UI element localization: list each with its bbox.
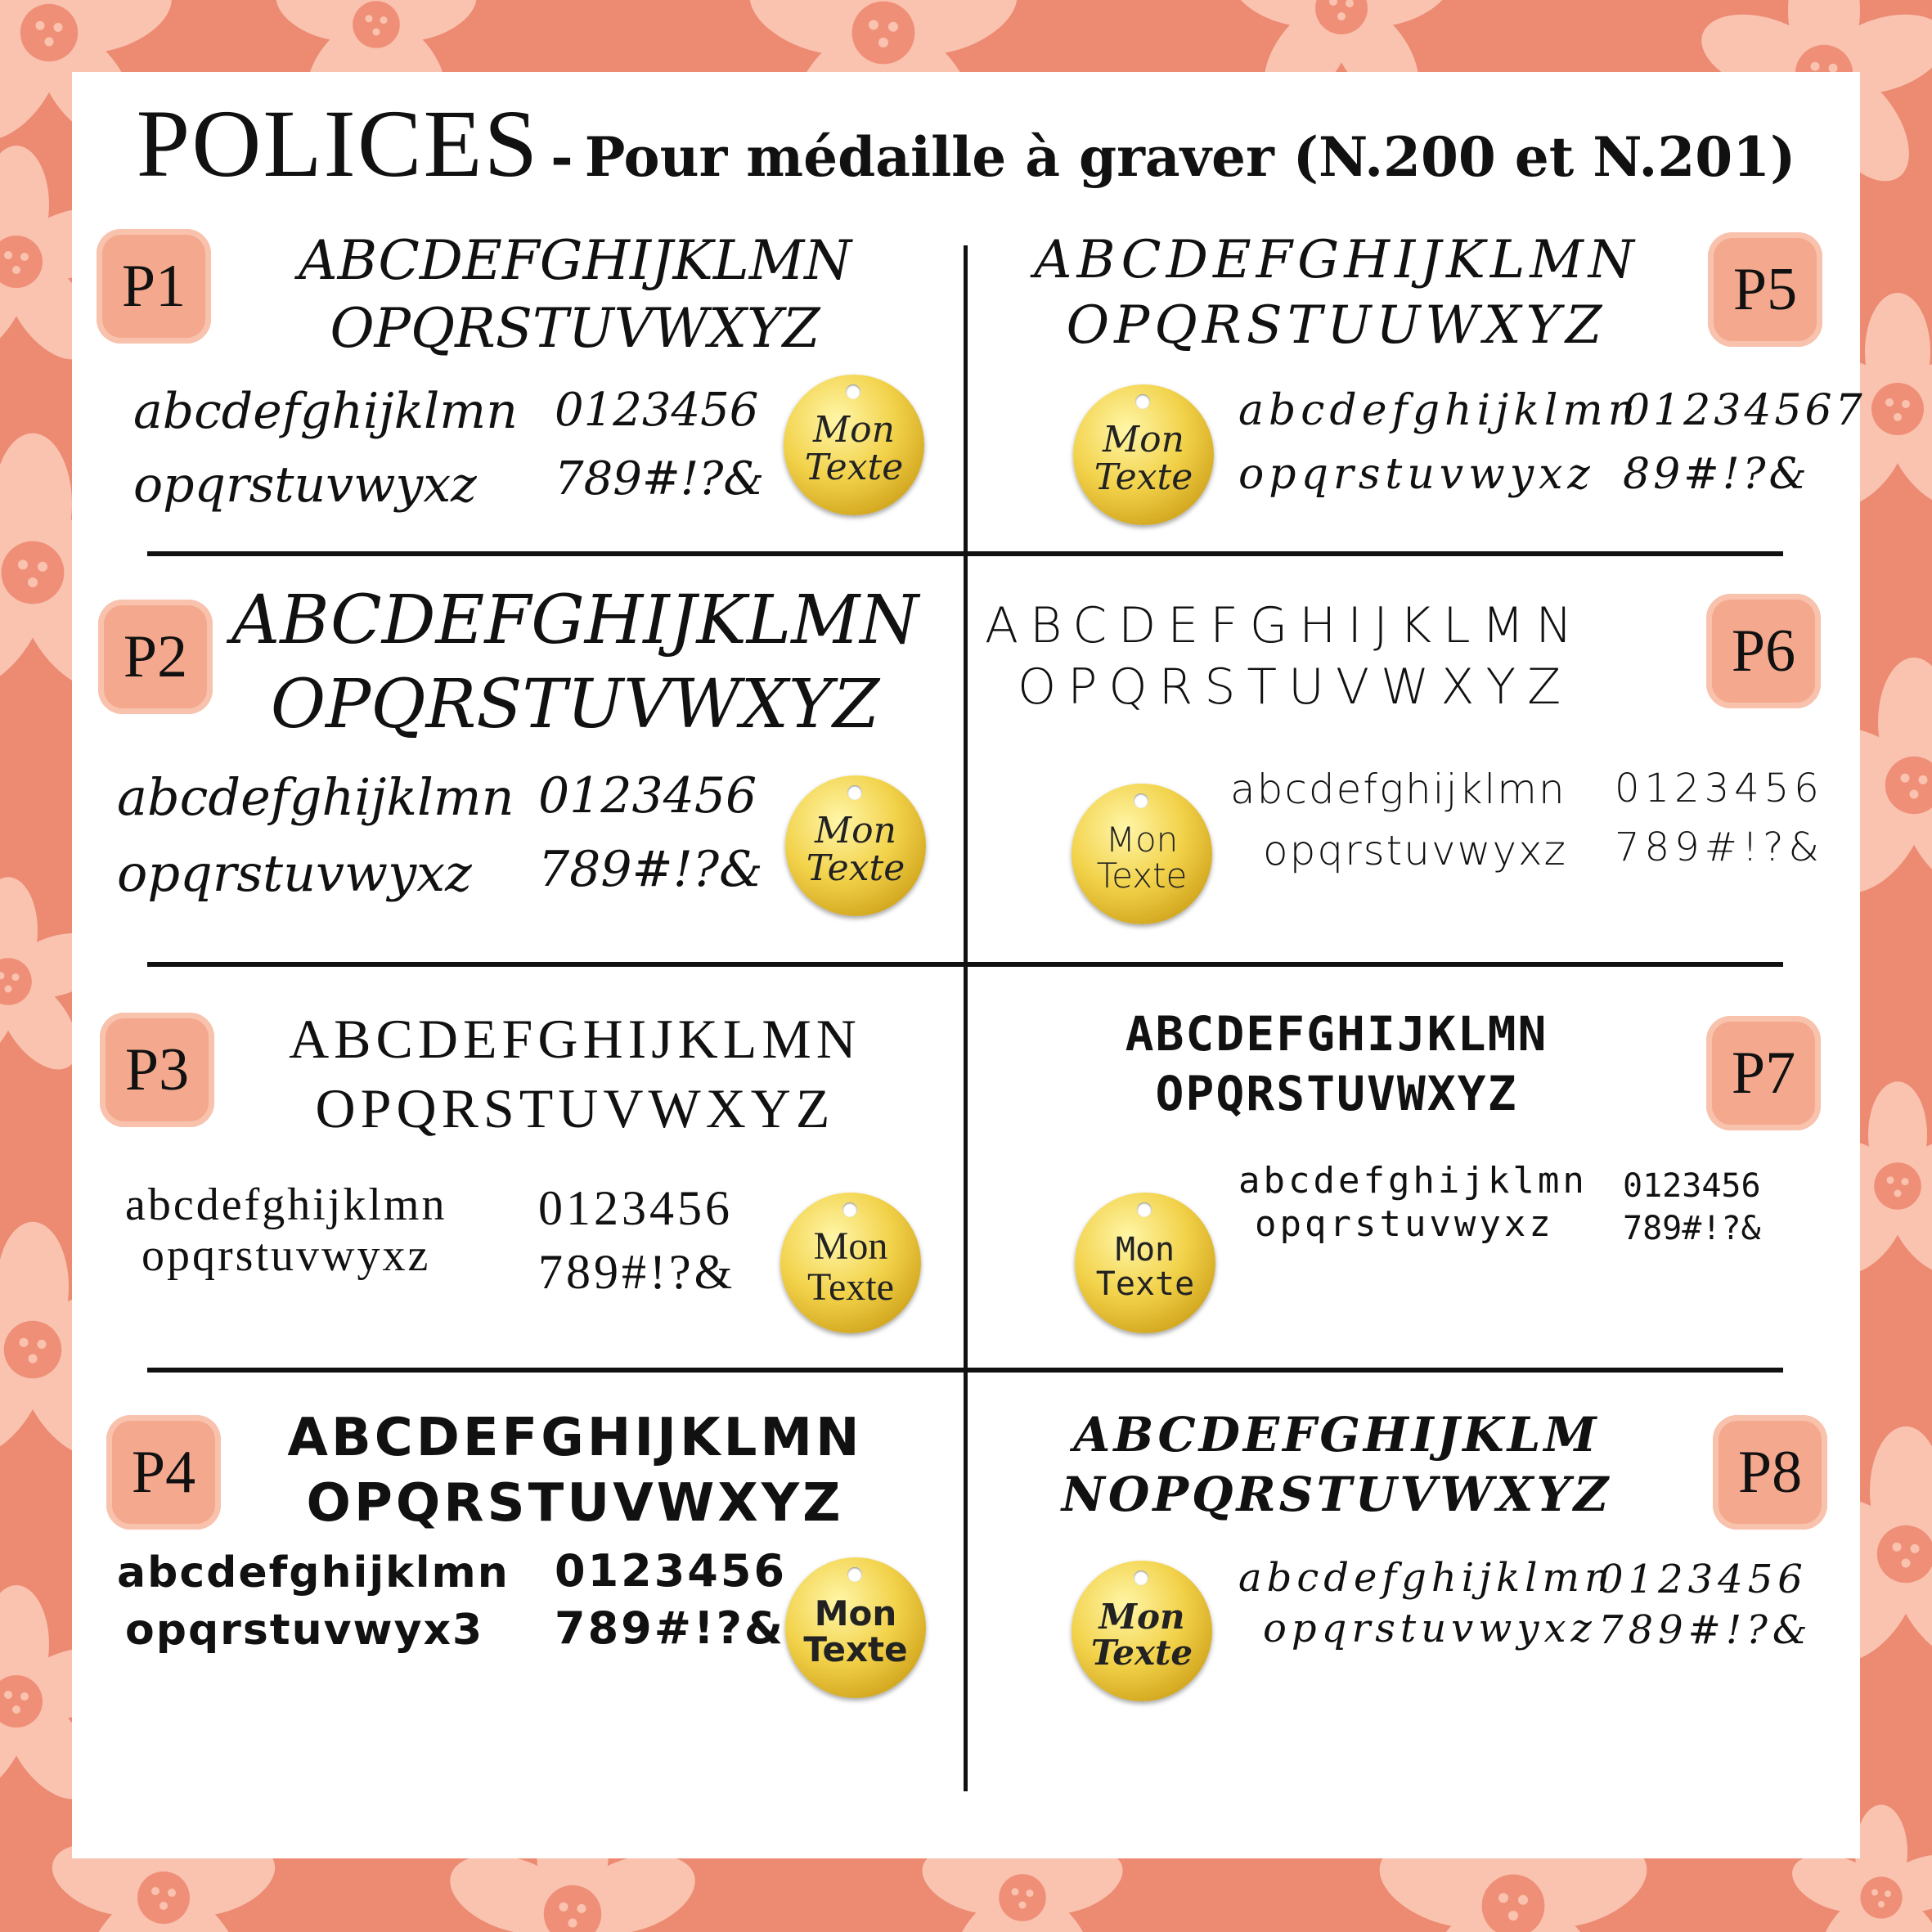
gold-medal-preview bbox=[780, 1193, 921, 1333]
font-id-badge: P7 bbox=[1706, 1016, 1821, 1130]
medal-text-line-1: Mon bbox=[1099, 1596, 1185, 1637]
font-id-badge: P3 bbox=[100, 1013, 214, 1127]
lowercase-line-1: abcdefghijklmn bbox=[125, 1179, 447, 1230]
medal-hole bbox=[846, 384, 860, 399]
medal-text-line-1: Mon bbox=[1105, 819, 1179, 860]
digits-line-2: 789#!?& bbox=[538, 1245, 736, 1299]
lowercase-line-1: abcdefghijklmn bbox=[1230, 766, 1566, 813]
gold-medal-preview bbox=[1072, 1561, 1212, 1701]
medal-text-line-2: Texte bbox=[1096, 856, 1188, 896]
uppercase-line-2: OPQRSTUVWXYZ bbox=[306, 1473, 844, 1534]
lowercase-line-1: abcdefghijklmn bbox=[117, 1548, 510, 1597]
medal-text-line-2: Texte bbox=[804, 447, 904, 488]
gold-medal-preview bbox=[1072, 784, 1212, 924]
medal-text-line-2: Texte bbox=[1095, 1265, 1195, 1303]
uppercase-line-1: ABCDEFGHIJKLMN bbox=[287, 1408, 863, 1468]
font-sample-p8 bbox=[968, 1405, 1860, 1790]
uppercase-line-1: ABCDEFGHIJKLMN bbox=[289, 1008, 861, 1070]
lowercase-line-2: opqrstuvwyxz bbox=[142, 1229, 431, 1281]
lowercase-line-2: opqrstuvwyxz bbox=[1238, 450, 1595, 499]
medal-hole bbox=[1134, 793, 1148, 808]
uppercase-line-2: NOPQRSTUVWXYZ bbox=[1061, 1466, 1612, 1522]
digits-line-2: 789#!?& bbox=[1598, 1607, 1813, 1654]
title-separator: - bbox=[550, 125, 573, 189]
lowercase-line-1: abcdefghijklmn bbox=[1238, 1160, 1588, 1202]
gold-medal-preview bbox=[785, 1557, 926, 1698]
font-id-badge: P8 bbox=[1713, 1415, 1827, 1530]
font-sample-p3 bbox=[72, 1004, 964, 1364]
gold-medal-preview bbox=[785, 775, 926, 916]
lowercase-line-2: opqrstuvwyxz bbox=[1263, 827, 1567, 874]
medal-hole bbox=[1137, 1202, 1152, 1217]
horizontal-divider-3 bbox=[147, 1368, 1783, 1373]
medal-hole bbox=[847, 1567, 862, 1582]
medal-text-line-1: Mon bbox=[815, 809, 896, 851]
digits-line-2: 789#!?& bbox=[555, 452, 765, 505]
digits-line-1: 0123456 bbox=[1623, 1167, 1761, 1205]
font-sample-p1 bbox=[72, 227, 964, 555]
font-id-badge: P1 bbox=[97, 229, 211, 344]
font-sample-p2 bbox=[72, 579, 964, 964]
page-title bbox=[72, 88, 1860, 200]
digits-line-2: 89#!?& bbox=[1623, 450, 1810, 499]
medal-text-line-1: Mon bbox=[813, 408, 895, 451]
uppercase-line-2: OPQRSTUVWXYZ bbox=[330, 296, 820, 360]
medal-text-line-2: Texte bbox=[806, 847, 905, 889]
medal-text-line-2: Texte bbox=[1090, 1633, 1193, 1673]
digits-line-1: 0123456 bbox=[1615, 766, 1824, 811]
lowercase-line-2: opqrstuvwyxz bbox=[117, 843, 472, 903]
digits-line-2: 789#!?& bbox=[555, 1602, 786, 1655]
vertical-divider bbox=[964, 245, 968, 1791]
lowercase-line-1: abcdefghijklmn bbox=[1238, 386, 1641, 435]
gold-medal-preview bbox=[1075, 1193, 1215, 1333]
uppercase-line-1: ABCDEFGHIJKLM bbox=[1073, 1407, 1600, 1462]
medal-text-line-1: Mon bbox=[1103, 418, 1184, 461]
medal-hole bbox=[1134, 1570, 1148, 1585]
font-id-badge: P2 bbox=[98, 600, 213, 714]
medal-text-line-1: Mon bbox=[814, 1593, 897, 1633]
lowercase-line-2: opqrstuvwyxz bbox=[1263, 1606, 1597, 1652]
medal-hole bbox=[842, 1202, 857, 1217]
lowercase-line-2: opqrstuvwyxz bbox=[1255, 1202, 1554, 1245]
lowercase-line-1: abcdefghijklmn bbox=[117, 767, 514, 827]
font-sample-p6 bbox=[968, 579, 1860, 964]
medal-text-line-1: Mon bbox=[1115, 1231, 1175, 1269]
digits-line-1: 0123456 bbox=[555, 384, 759, 437]
digits-line-1: 0123456 bbox=[538, 767, 757, 824]
font-id-badge: P5 bbox=[1708, 232, 1822, 347]
uppercase-line-2: OPQRSTUUWXYZ bbox=[1066, 295, 1607, 356]
font-id-badge: P4 bbox=[106, 1415, 221, 1530]
lowercase-line-2: opqrstuvwyx3 bbox=[125, 1606, 484, 1656]
uppercase-line-1: ABCDEFGHIJKLMN bbox=[1034, 230, 1639, 290]
gold-medal-preview bbox=[784, 375, 924, 515]
font-sample-p5 bbox=[968, 227, 1866, 555]
digits-line-2: 789#!?& bbox=[1623, 1210, 1761, 1247]
medal-text-line-2: Texte bbox=[803, 1629, 908, 1669]
uppercase-line-1: ABCDEFGHIJKLMN bbox=[231, 582, 919, 659]
medal-text-line-2: Texte bbox=[1094, 456, 1193, 498]
lowercase-line-2: opqrstuvwyxz bbox=[133, 456, 477, 514]
medal-text-line-1: Mon bbox=[813, 1224, 888, 1268]
uppercase-line-1: ABCDEFGHIJKLMN bbox=[298, 229, 852, 292]
medal-hole bbox=[847, 785, 862, 800]
font-sample-p7 bbox=[968, 1004, 1860, 1364]
font-chart-card bbox=[72, 72, 1866, 1858]
medal-text-line-2: Texte bbox=[807, 1265, 894, 1309]
uppercase-line-2: OPQRSTUVWXYZ bbox=[315, 1077, 835, 1139]
uppercase-line-2: OPQRSTUVWXYZ bbox=[1155, 1065, 1518, 1121]
digits-line-2: 789#!?& bbox=[538, 841, 763, 898]
font-id-badge: P6 bbox=[1706, 594, 1821, 708]
title-subtitle: Pour médaille à graver (N.200 et N.201) bbox=[584, 125, 1796, 189]
digits-line-1: 01234567 bbox=[1623, 386, 1866, 435]
digits-line-1: 0123456 bbox=[1598, 1557, 1808, 1602]
title-main: POLICES bbox=[136, 90, 540, 197]
digits-line-1: 0123456 bbox=[538, 1181, 733, 1235]
uppercase-line-1: ABCDEFGHIJKLMN bbox=[1125, 1006, 1548, 1062]
uppercase-line-2: OPQRSTUVWXYZ bbox=[270, 665, 880, 744]
font-sample-p4 bbox=[72, 1405, 964, 1790]
medal-hole bbox=[1135, 394, 1150, 409]
uppercase-line-1: ABCDEFGHIJKLMN bbox=[985, 597, 1584, 654]
gold-medal-preview bbox=[1073, 384, 1214, 525]
uppercase-line-2: OPQRSTUVWXYZ bbox=[1018, 658, 1573, 716]
digits-line-1: 0123456 bbox=[555, 1545, 788, 1597]
lowercase-line-1: abcdefghijklmn bbox=[133, 383, 518, 440]
digits-line-2: 789#!?& bbox=[1615, 824, 1824, 870]
lowercase-line-1: abcdefghijklmn bbox=[1238, 1555, 1615, 1601]
